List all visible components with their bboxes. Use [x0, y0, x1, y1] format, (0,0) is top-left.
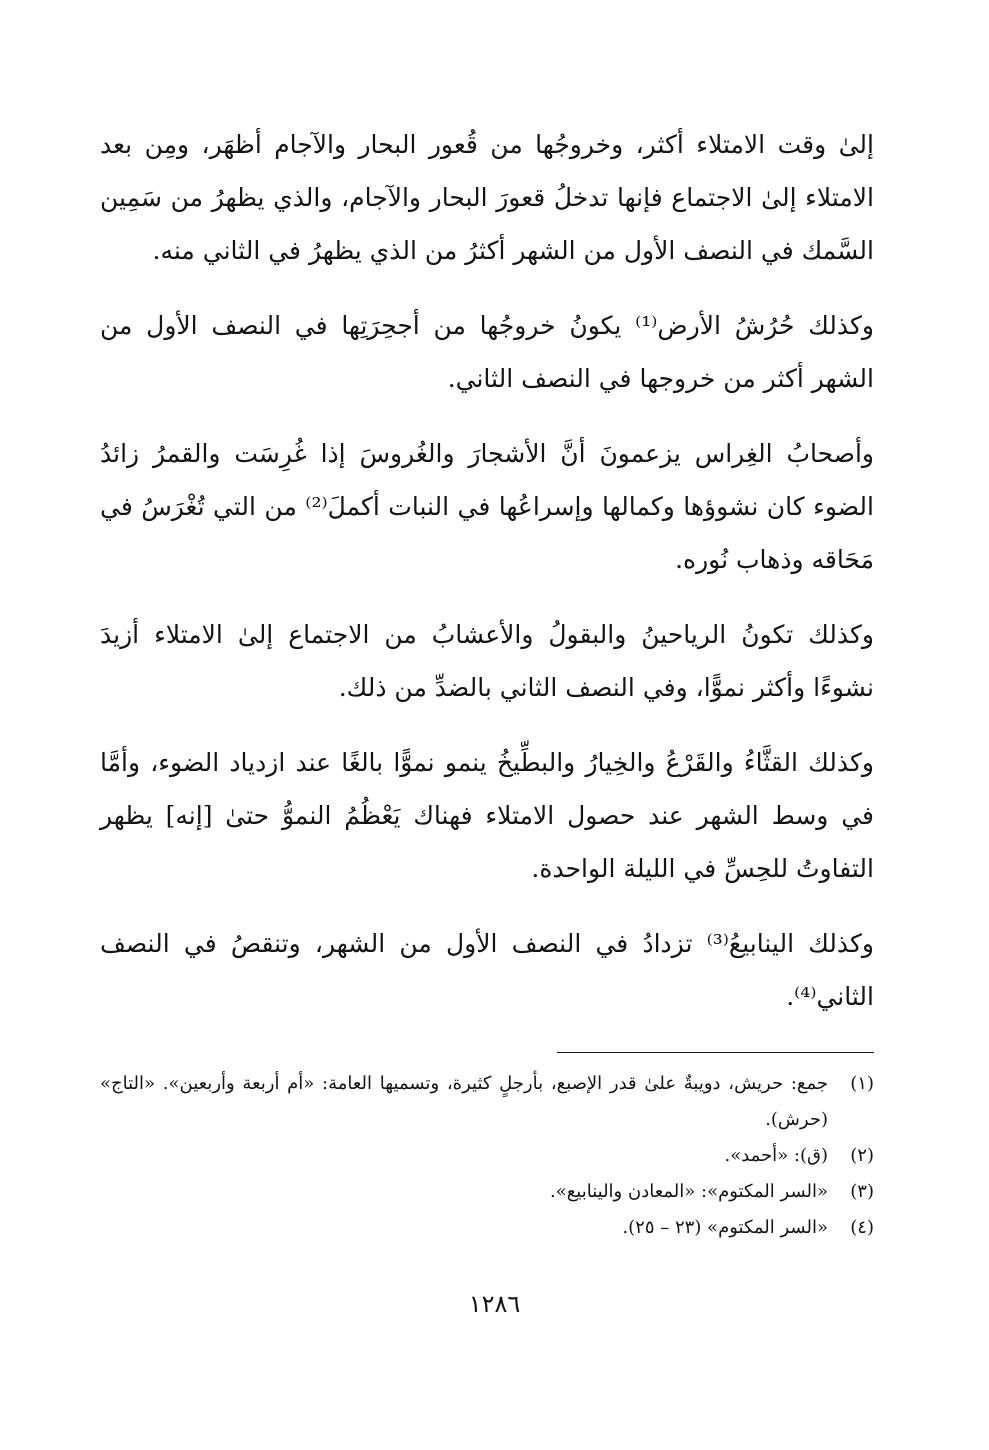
paragraph: وأصحابُ الغِراس يزعمونَ أنَّ الأشجارَ والغُروسَ إذا غُرِسَت والقمرُ زائدُ الضوء كان نشوؤها وكمالها وإسراعُها في النبات أكملَ⁽²⁾ من التي تُغْرَسُ في مَحَاقه وذهاب نُوره.	[100, 439, 874, 574]
page-number: ١٢٨٦	[468, 1290, 521, 1318]
paragraph: وكذلك الينابيعُ⁽³⁾ تزدادُ في النصف الأول من الشهر، وتنقصُ في النصف الثاني⁽⁴⁾.	[100, 929, 874, 1011]
footnote-text: «السر المكتوم» (٢٣ – ٢٥).	[622, 1217, 828, 1238]
footnote-number: (٤)	[850, 1217, 874, 1238]
paragraph: إلىٰ وقت الامتلاء أكثر، وخروجُها من قُعور البحار والآجام أظهَر، ومِن بعد الامتلاء إلىٰ الاجتماع فإنها تدخلُ قعورَ البحار والآجام، والذي يظهرُ من سَمِين السَّمك في النصف الأول من الشهر أكثرُ من الذي يظهرُ في الثاني منه.	[100, 130, 874, 265]
footnote-text: (ق): «أحمد».	[724, 1145, 828, 1166]
main-text	[100, 118, 874, 1045]
footnote	[100, 1066, 874, 1138]
footnote-text: «السر المكتوم»: «المعادن والينابيع».	[549, 1181, 828, 1202]
footnote-number: (٢)	[850, 1145, 874, 1166]
paragraph: وكذلك القثَّاءُ والقَرْعُ والخِيارُ والبطِّيخُ ينمو نموًّا بالغًا عند ازدياد الضوء، وأمَّا في وسط الشهر عند حصول الامتلاء فهناك يَعْظُمُ النموُّ حتىٰ [إنه] يظهر التفاوتُ للحِسِّ في الليلة الواحدة.	[100, 748, 874, 883]
footnote-divider	[557, 1052, 874, 1053]
footnote	[100, 1174, 874, 1210]
paragraph: وكذلك حُرُشُ الأرض⁽¹⁾ يكونُ خروجُها من أجحِرَتِها في النصف الأول من الشهر أكثر من خروجها في النصف الثاني.	[100, 311, 874, 393]
paragraph: وكذلك تكونُ الرياحينُ والبقولُ والأعشابُ من الاجتماع إلىٰ الامتلاء أزيدَ نشوءًا وأكثر نموًّا، وفي النصف الثاني بالضدِّ من ذلك.	[100, 620, 874, 702]
footnotes	[100, 1066, 874, 1246]
footnote	[100, 1138, 874, 1174]
footnote-number: (٣)	[850, 1181, 874, 1202]
footnote-text: جمع: حريش، دويبةٌ علىٰ قدر الإصبع، بأرجلٍ كثيرة، وتسميها العامة: «أم أربعة وأربعين». «التاج» (حرش).	[100, 1073, 828, 1130]
footnote	[100, 1210, 874, 1246]
footnote-number: (١)	[850, 1073, 874, 1094]
